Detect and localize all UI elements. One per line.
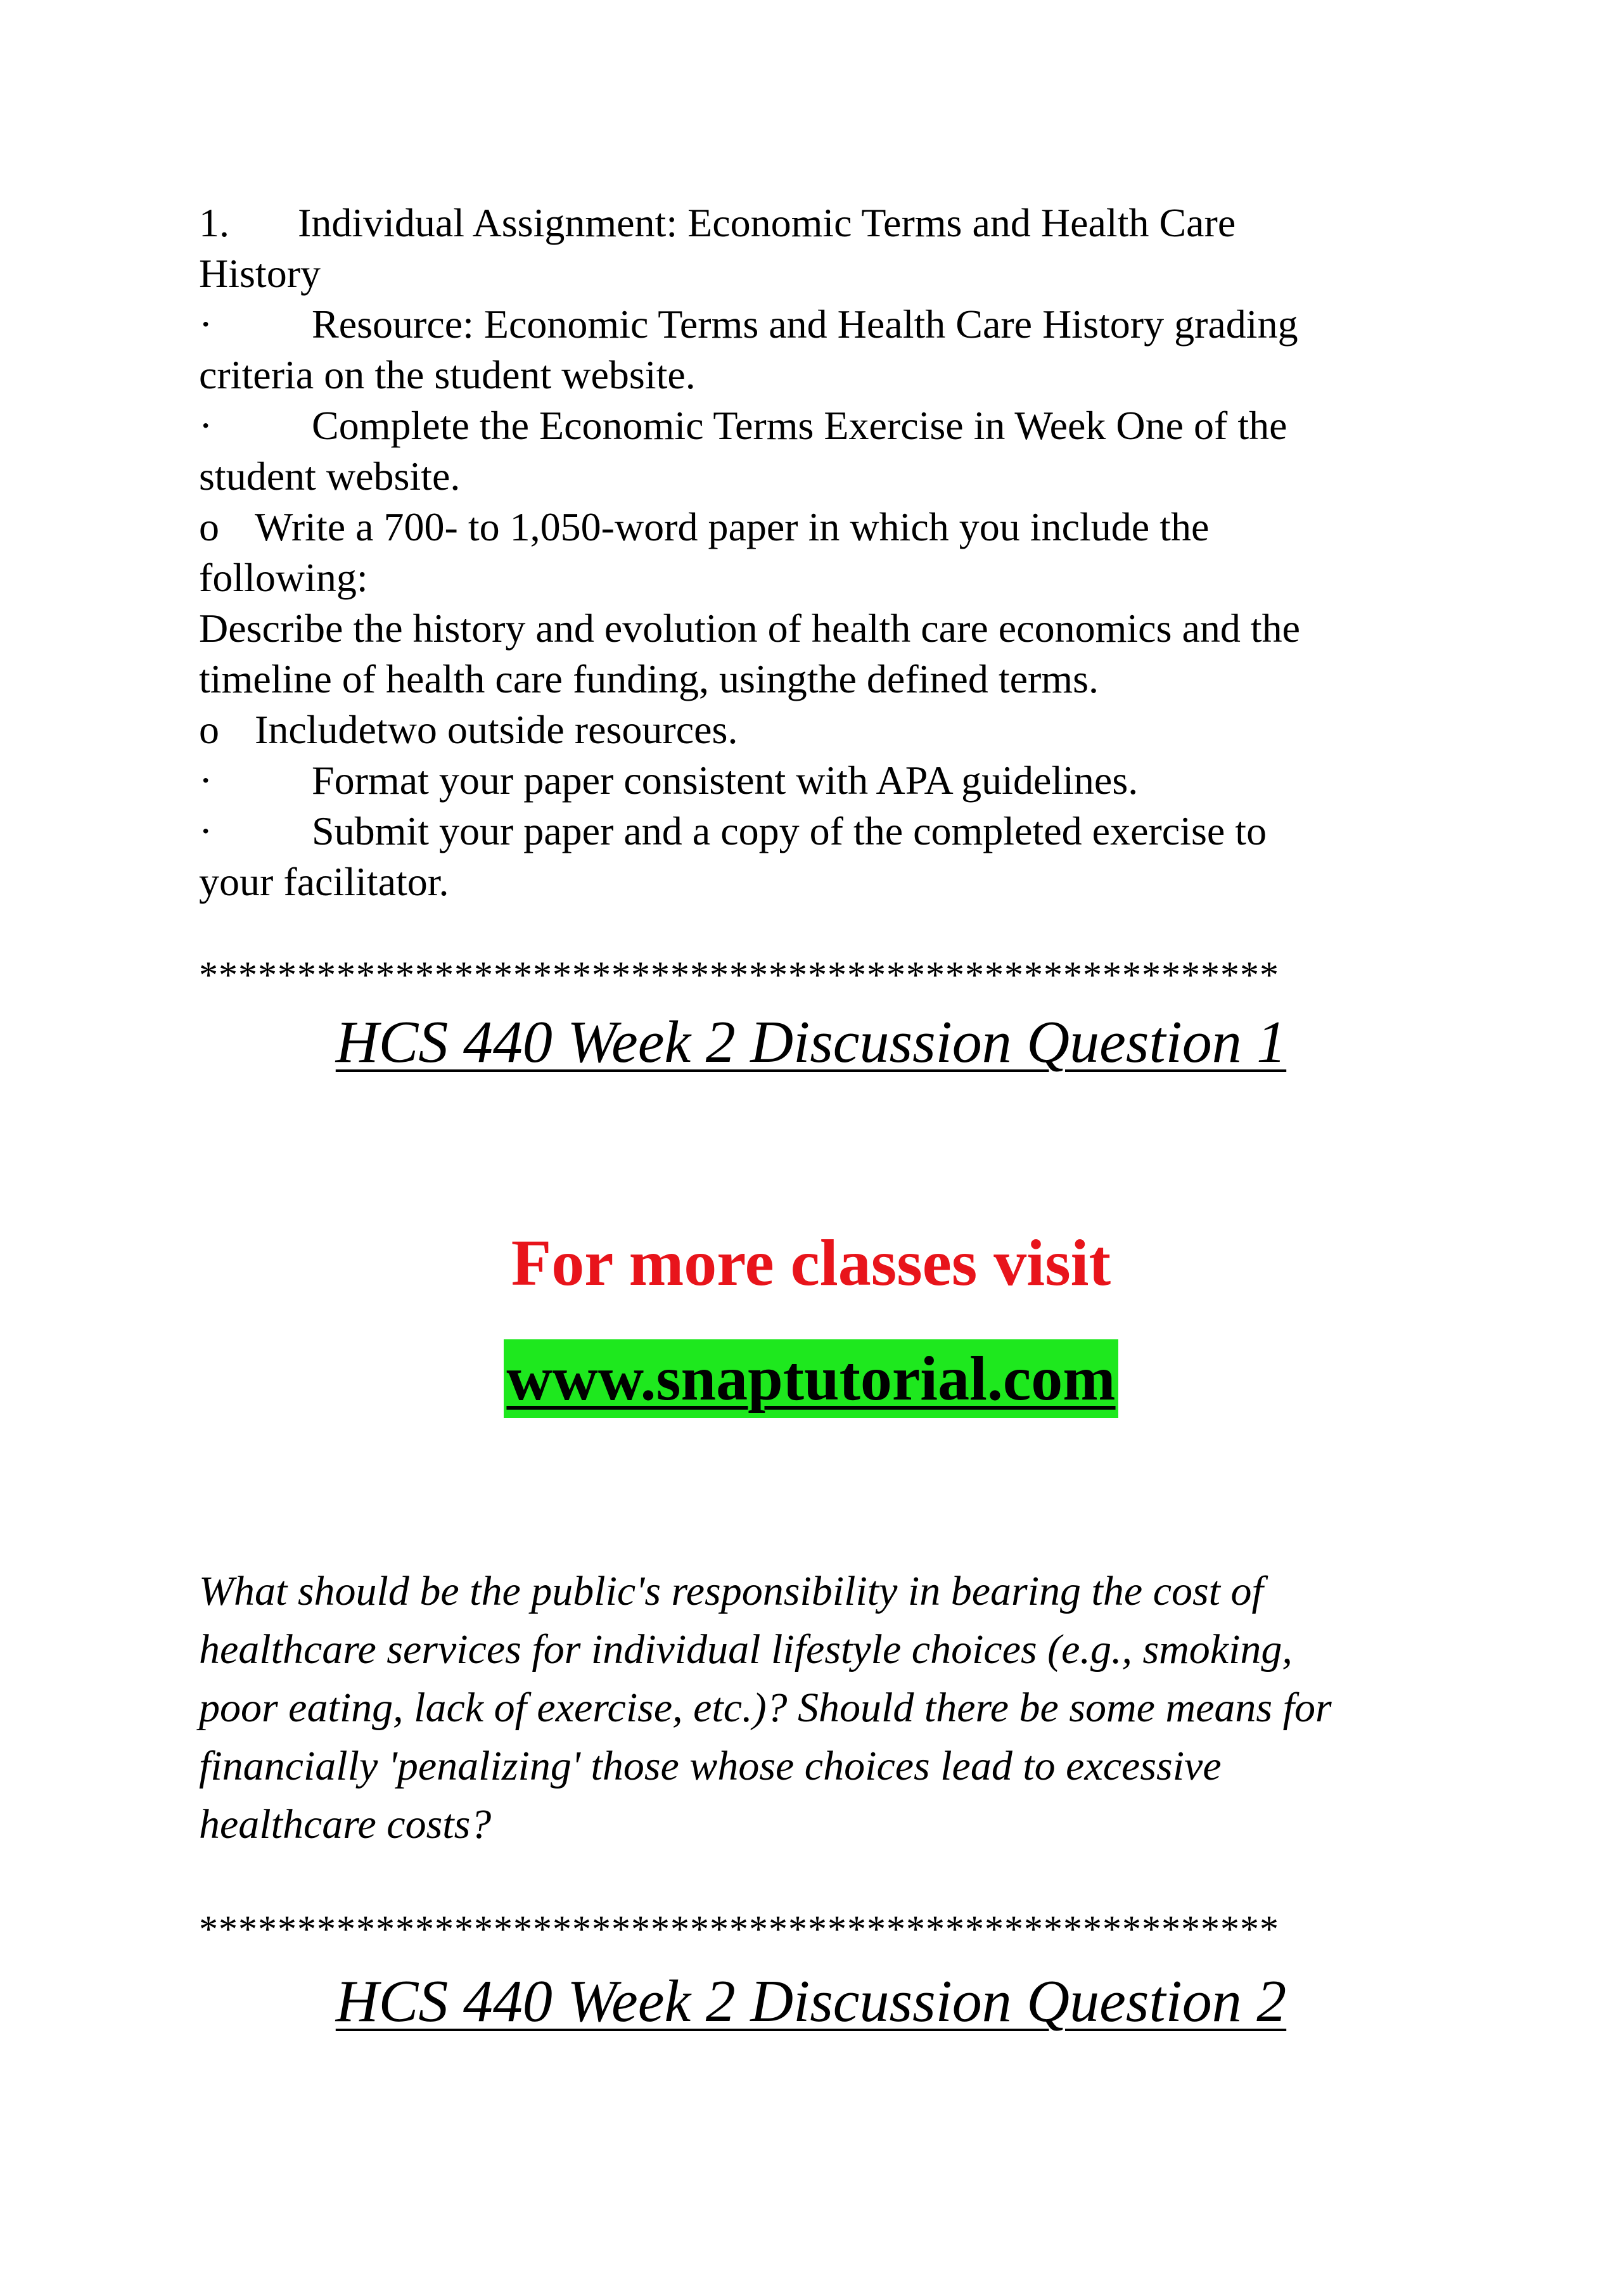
complete-bullet-line bbox=[199, 400, 1422, 451]
write-text: Write a 700- to 1,050-word paper in which you include the bbox=[255, 504, 1210, 549]
bullet-marker: · bbox=[199, 403, 213, 448]
format-bullet-line bbox=[199, 755, 1422, 806]
question-line: healthcare costs? bbox=[199, 1801, 492, 1847]
heading-discussion-question-2: HCS 440 Week 2 Discussion Question 2 bbox=[335, 1968, 1287, 2034]
bullet-marker: · bbox=[199, 758, 213, 803]
question-line: healthcare services for individual lifestyle choices (e.g., smoking, bbox=[199, 1626, 1293, 1673]
question-line: What should be the public's responsibility in bearing the cost of bbox=[199, 1568, 1263, 1614]
describe-text: Describe the history and evolution of health care economics and the bbox=[199, 606, 1301, 651]
sub-bullet-marker: o bbox=[199, 707, 219, 752]
describe-text-continued: timeline of health care funding, usingthe defined terms. bbox=[199, 656, 1099, 701]
include-text: Includetwo outside resources. bbox=[255, 707, 738, 752]
resource-bullet-line bbox=[199, 299, 1422, 350]
promo-url-wrapper bbox=[0, 1339, 1622, 1418]
write-sub-bullet-line bbox=[199, 502, 1422, 552]
separator-stars: ******************************************************* bbox=[199, 954, 1279, 996]
include-sub-bullet-line bbox=[199, 705, 1422, 755]
sub-bullet-marker: o bbox=[199, 504, 219, 549]
complete-text: Complete the Economic Terms Exercise in Week One of the bbox=[312, 403, 1287, 448]
format-text: Format your paper consistent with APA guidelines. bbox=[312, 758, 1139, 803]
discussion-question-text bbox=[199, 1562, 1441, 1854]
complete-text-continued: student website. bbox=[199, 454, 461, 499]
question-line: poor eating, lack of exercise, etc.)? Should there be some means for bbox=[199, 1685, 1332, 1731]
bullet-marker: · bbox=[199, 302, 213, 347]
separator-stars: ******************************************************* bbox=[199, 1908, 1279, 1950]
assignment-section bbox=[199, 198, 1422, 907]
assignment-title-line bbox=[199, 198, 1422, 248]
submit-text-continued: your facilitator. bbox=[199, 859, 449, 904]
promo-visit-text: For more classes visit bbox=[511, 1227, 1111, 1299]
submit-text: Submit your paper and a copy of the completed exercise to bbox=[312, 808, 1267, 853]
promo-url-link[interactable]: www.snaptutorial.com bbox=[504, 1339, 1118, 1418]
assignment-title: Individual Assignment: Economic Terms and Health Care bbox=[298, 200, 1236, 245]
resource-text-continued: criteria on the student website. bbox=[199, 352, 696, 397]
assignment-number: 1. bbox=[199, 200, 229, 245]
write-text-continued: following: bbox=[199, 555, 368, 600]
assignment-title-continued: History bbox=[199, 251, 321, 296]
bullet-marker: · bbox=[199, 808, 213, 853]
heading-discussion-question-1: HCS 440 Week 2 Discussion Question 1 bbox=[335, 1009, 1287, 1075]
submit-bullet-line bbox=[199, 806, 1422, 857]
question-line: financially 'penalizing' those whose choices lead to excessive bbox=[199, 1743, 1222, 1789]
resource-text: Resource: Economic Terms and Health Care History grading bbox=[312, 302, 1298, 347]
